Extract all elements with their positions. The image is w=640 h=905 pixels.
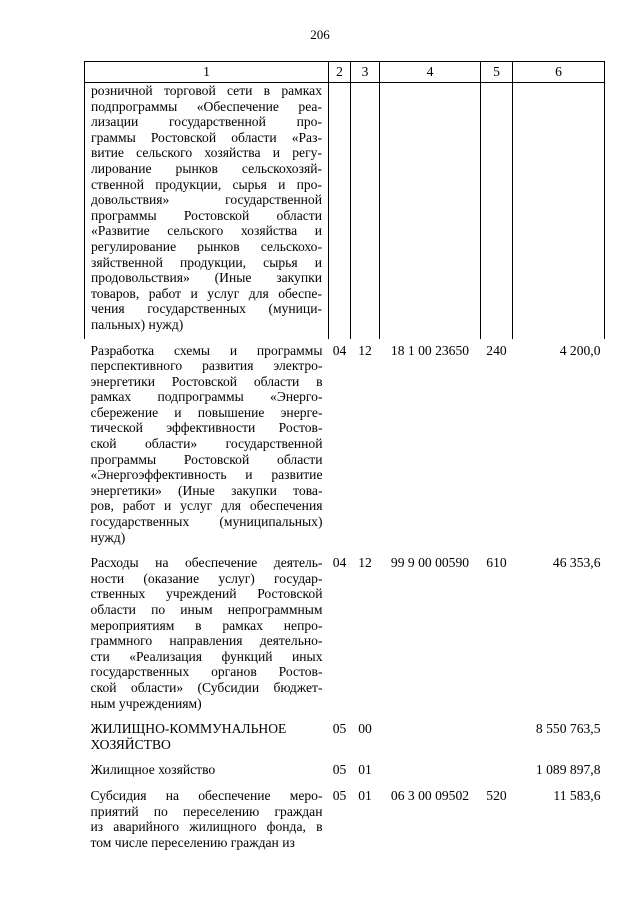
description-line: витие сельского хозяйства и регу- [91, 145, 322, 161]
subsection-code: 01 [358, 787, 372, 803]
header-col-2: 2 [329, 62, 351, 83]
subsection-code: 12 [358, 555, 372, 571]
amount-value: 46 353,6 [552, 555, 601, 571]
row-description [85, 339, 329, 552]
description-line: ным учреждениям) [90, 695, 202, 711]
description-line: мероприятиям в рамках непро- [90, 617, 323, 633]
row-description [85, 83, 329, 339]
description-line: ственных учреждений Ростовской [90, 586, 323, 602]
target-article-code: 06 3 00 09502 [390, 787, 470, 803]
amount-value: 11 583,6 [553, 787, 601, 803]
description-line: розничной торговой сети в рамках [91, 83, 322, 98]
expense-type-code: 610 [486, 555, 507, 571]
subsection-code: 00 [358, 721, 372, 737]
description-line: ХОЗЯЙСТВО [90, 736, 171, 752]
table-row [85, 83, 605, 339]
budget-table-sheet [84, 61, 604, 856]
expense-type-code: 520 [486, 787, 507, 803]
description-line: государственных органов Ростов- [90, 664, 323, 680]
description-line: лирование рынков сельскохозяй- [91, 160, 322, 176]
description-line: довольствия» государственной [91, 192, 322, 208]
header-col-5: 5 [481, 62, 513, 83]
section-code: 05 [332, 721, 347, 737]
header-col-3: 3 [351, 62, 380, 83]
description-line: зяйственной продукции, сырья и [91, 254, 322, 270]
description-line: пальных) нужд) [91, 316, 184, 332]
description-line: товаров, работ и услуг для обеспе- [91, 285, 322, 301]
description-line: ственной продукции, сырья и про- [91, 176, 322, 192]
expense-type-code [481, 758, 513, 784]
description-line: программы Ростовской области [90, 451, 323, 467]
row-description [85, 758, 329, 784]
description-line: ской области» государственной [90, 436, 323, 452]
description-line: Разработка схемы и программы [90, 342, 323, 358]
description-line: «Развитие сельского хозяйства и [91, 223, 322, 239]
description-line: из аварийного жилищного фонда, в [90, 819, 323, 835]
description-line: Расходы на обеспечение деятель- [90, 555, 323, 571]
description-line: рамках подпрограммы «Энерго- [90, 389, 323, 405]
target-article-code [380, 717, 481, 758]
amount-value: 4 200,0 [559, 342, 601, 358]
expense-type-code [481, 83, 513, 339]
description-line: государственных (муниципальных) [90, 514, 323, 530]
table-row [85, 339, 605, 552]
section-code [329, 83, 351, 339]
description-line: нужд) [90, 529, 126, 545]
table-row [85, 758, 605, 784]
budget-table [84, 61, 605, 856]
target-article-code [380, 758, 481, 784]
page-number: 206 [310, 27, 330, 42]
target-article-code [380, 83, 481, 339]
header-col-6: 6 [513, 62, 605, 83]
description-line: Субсидия на обеспечение меро- [90, 787, 323, 803]
description-line: ской области» (Субсидии бюджет- [90, 679, 323, 695]
row-description [85, 784, 329, 856]
description-line: ности (оказание услуг) государ- [90, 570, 323, 586]
description-line: граммного направления деятельно- [90, 633, 323, 649]
description-line: ЖИЛИЩНО-КОММУНАЛЬНОЕ [90, 721, 287, 737]
table-row [85, 551, 605, 717]
row-description [85, 717, 329, 758]
description-line: энергетики Ростовской области в [90, 373, 323, 389]
section-code: 04 [332, 342, 347, 358]
header-col-1: 1 [85, 62, 329, 83]
description-line: программы Ростовской области [91, 207, 322, 223]
description-line: ров, работ и услуг для обеспечения [90, 498, 323, 514]
table-row [85, 717, 605, 758]
description-line: граммы Ростовской области «Раз- [91, 129, 322, 145]
description-line: тической эффективности Ростов- [90, 420, 323, 436]
description-line: Жилищное хозяйство [90, 762, 216, 778]
description-line: приятий по переселению граждан [90, 803, 323, 819]
subsection-code: 01 [358, 762, 372, 778]
amount-value: 8 550 763,5 [535, 721, 601, 737]
row-description [85, 551, 329, 717]
description-line: продовольствия» (Иные закупки [91, 270, 322, 286]
description-line: том числе переселению граждан из [90, 834, 295, 850]
description-line: «Энергоэффективность и развитие [90, 467, 323, 483]
description-line: регулирование рынков сельскохо- [91, 238, 322, 254]
description-line: перспективного развития электро- [90, 358, 323, 374]
section-code: 05 [332, 762, 347, 778]
table-body [85, 83, 605, 857]
description-line: области по иным непрограммным [90, 602, 323, 617]
table-row [85, 784, 605, 856]
amount-value [513, 83, 605, 339]
section-code: 05 [332, 787, 347, 803]
description-line: подпрограммы «Обеспечение реа- [91, 98, 322, 114]
description-line: лизации государственной про- [91, 114, 322, 130]
header-col-4: 4 [380, 62, 481, 83]
description-line: чения государственных (муници- [91, 301, 322, 317]
target-article-code: 99 9 00 00590 [390, 555, 470, 571]
expense-type-code [481, 717, 513, 758]
amount-value: 1 089 897,8 [535, 762, 601, 778]
subsection-code: 12 [358, 342, 372, 358]
subsection-code [351, 83, 380, 339]
target-article-code: 18 1 00 23650 [390, 342, 470, 358]
section-code: 04 [332, 555, 347, 571]
description-line: сбережение и повышение энерге- [90, 404, 323, 420]
description-line: энергетики» (Иные закупки това- [90, 482, 323, 498]
expense-type-code: 240 [486, 342, 507, 358]
description-line: сти «Реализация функций иных [90, 648, 323, 664]
table-header-row [85, 62, 605, 83]
